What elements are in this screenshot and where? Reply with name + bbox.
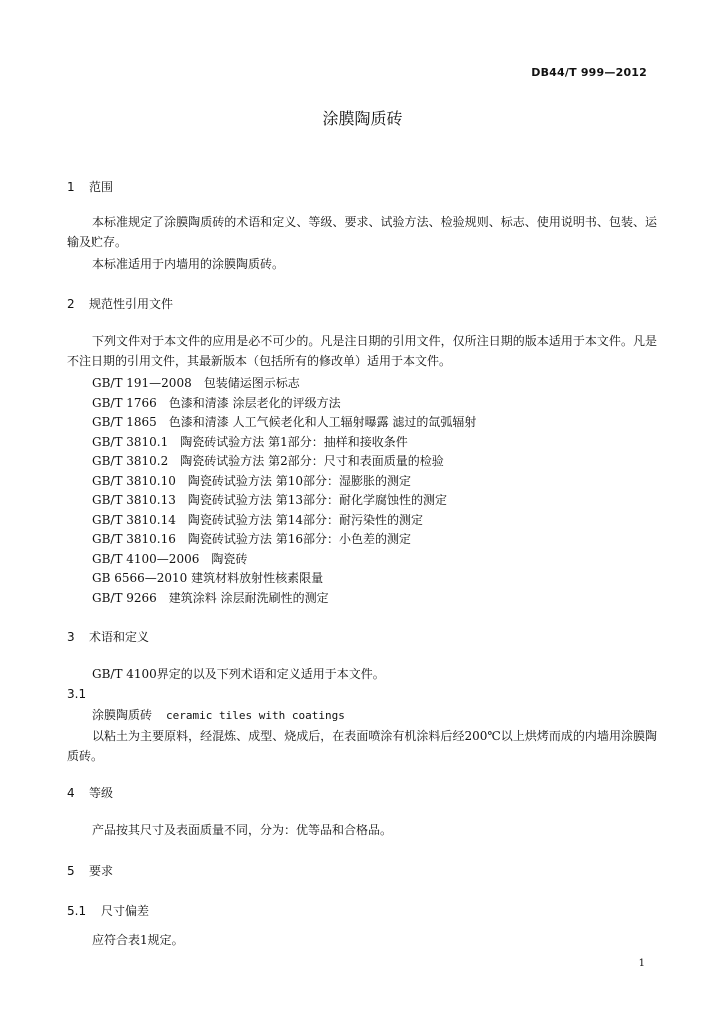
section-1-paragraph-1: 本标准规定了涂膜陶质砖的术语和定义、等级、要求、试验方法、检验规则、标志、使用说明书、包装、运输及贮存。	[67, 215, 657, 249]
section-number: 3	[67, 630, 75, 644]
standard-code: DB44/T 999—2012	[531, 66, 647, 79]
section-title: 规范性引用文件	[89, 297, 174, 311]
section-1-heading	[67, 178, 113, 195]
section-3-paragraph-1: GB/T 4100界定的以及下列术语和定义适用于本文件。	[92, 667, 385, 681]
section-5-heading	[67, 862, 113, 879]
section-number: 2	[67, 297, 75, 311]
reference-item: GB/T 3810.1 陶瓷砖试验方法 第1部分：抽样和接收条件	[92, 435, 408, 449]
term-english: ceramic tiles with coatings	[166, 709, 345, 722]
reference-item: GB/T 191—2008 包装储运图示标志	[92, 376, 300, 390]
reference-item: GB/T 4100—2006 陶瓷砖	[92, 552, 248, 566]
section-title: 范围	[89, 180, 114, 194]
section-4-heading	[67, 784, 113, 801]
reference-item: GB/T 3810.13 陶瓷砖试验方法 第13部分：耐化学腐蚀性的测定	[92, 493, 447, 507]
section-title: 要求	[89, 864, 114, 878]
page-number: 1	[638, 958, 645, 969]
section-3-heading	[67, 628, 149, 645]
subsection-number: 5.1	[67, 904, 87, 918]
reference-item: GB/T 1865 色漆和清漆 人工气候老化和人工辐射曝露 滤过的氙弧辐射	[92, 415, 477, 429]
section-number: 4	[67, 786, 75, 800]
document-title: 涂膜陶质砖	[322, 109, 403, 128]
term-chinese: 涂膜陶质砖	[92, 708, 153, 722]
reference-item: GB/T 3810.2 陶瓷砖试验方法 第2部分：尺寸和表面质量的检验	[92, 454, 444, 468]
reference-item: GB/T 3810.16 陶瓷砖试验方法 第16部分：小色差的测定	[92, 532, 411, 546]
section-4-paragraph-1: 产品按其尺寸及表面质量不同，分为：优等品和合格品。	[92, 823, 393, 837]
section-number: 1	[67, 180, 75, 194]
term-definition: 以粘土为主要原料，经混炼、成型、烧成后，在表面喷涂有机涂料后经200℃以上烘烤而成的内墙用涂膜陶质砖。	[67, 729, 657, 763]
section-1-paragraph-2: 本标准适用于内墙用的涂膜陶质砖。	[92, 257, 285, 271]
subsection-title: 尺寸偏差	[101, 904, 150, 918]
subsection-5-1-heading	[67, 902, 149, 919]
section-2-heading	[67, 295, 173, 312]
reference-item: GB/T 3810.14 陶瓷砖试验方法 第14部分：耐污染性的测定	[92, 513, 423, 527]
reference-item: GB/T 3810.10 陶瓷砖试验方法 第10部分：湿膨胀的测定	[92, 474, 411, 488]
section-number: 5	[67, 864, 75, 878]
section-2-paragraph-1: 下列文件对于本文件的应用是必不可少的。凡是注日期的引用文件，仅所注日期的版本适用于本文件。凡是不注日期的引用文件，其最新版本（包括所有的修改单）适用于本文件。	[67, 334, 657, 368]
section-title: 等级	[89, 786, 114, 800]
term-entry	[92, 706, 345, 723]
reference-item: GB/T 9266 建筑涂料 涂层耐洗刷性的测定	[92, 591, 329, 605]
reference-item: GB 6566—2010 建筑材料放射性核素限量	[92, 571, 324, 585]
section-5-1-paragraph-1: 应符合表1规定。	[92, 933, 184, 947]
subsection-3-1-number: 3.1	[67, 687, 87, 701]
reference-item: GB/T 1766 色漆和清漆 涂层老化的评级方法	[92, 396, 341, 410]
section-title: 术语和定义	[89, 630, 150, 644]
